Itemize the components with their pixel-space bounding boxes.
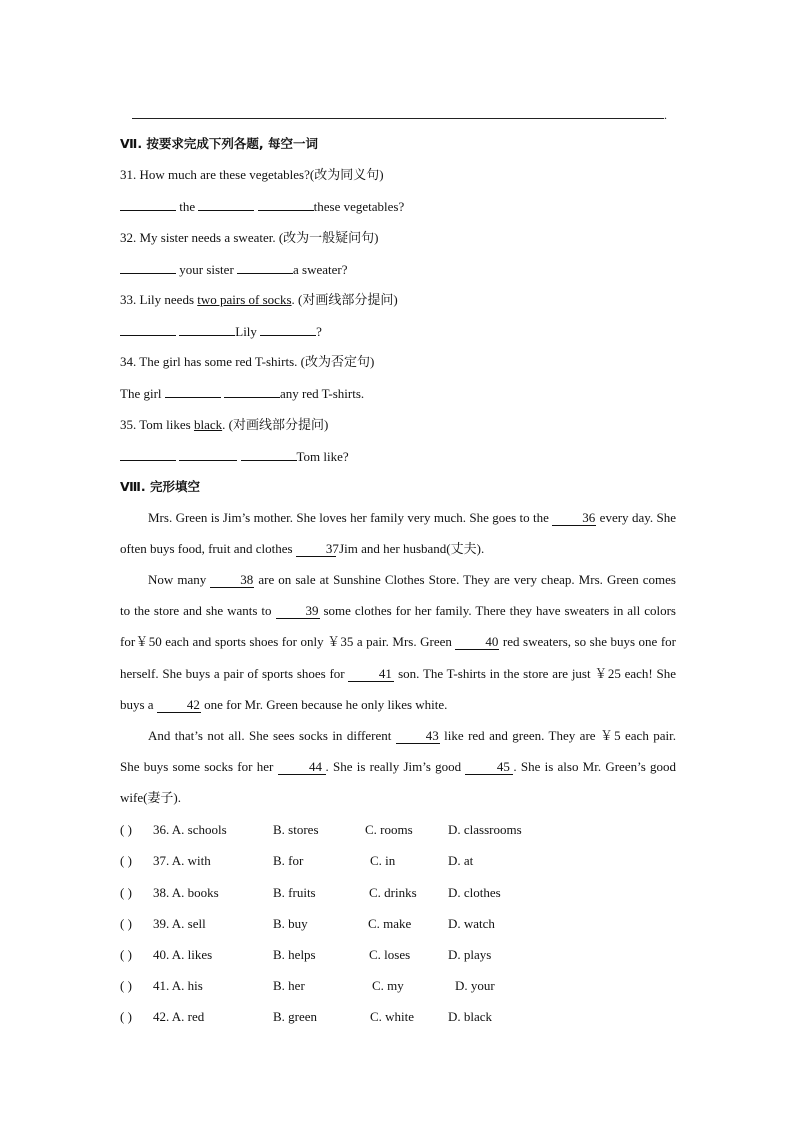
q34-answer-row [120, 385, 364, 402]
answer-parentheses[interactable]: ( ) [120, 1009, 132, 1024]
prompt-text: 33. Lily needs [120, 292, 198, 307]
cloze-paragraph-2: Now many 38 are on sale at Sunshine Clothes Store. They are very cheap. Mrs. Green comes to the store and she wants to 39 some clothes for her family. There they have sweaters in all colors for￥50 each and sports shoes for only ￥35 a pair. Mrs. Green 40 red sweaters, so she buys one for herself. She buys a pair of sports shoes for 41 son. The T-shirts in the store are just ￥25 each! She buys a 42 one for Mr. Green because he only likes white. [120, 572, 677, 712]
answer-word: your sister [179, 262, 234, 277]
answer-blank[interactable] [241, 448, 297, 461]
option-c[interactable]: C. in [370, 853, 396, 868]
cloze-blank-43[interactable]: 43 [396, 729, 440, 744]
option-b[interactable]: B. her [273, 978, 305, 993]
answer-parentheses[interactable]: ( ) [120, 916, 132, 931]
option-d[interactable]: D. watch [448, 916, 495, 931]
option-b[interactable]: B. buy [273, 916, 308, 931]
answer-blank[interactable] [258, 198, 314, 211]
prompt-text: 35. Tom likes [120, 417, 194, 432]
option-a[interactable]: 42. A. red [153, 1009, 205, 1024]
q32-answer-row [120, 261, 348, 278]
option-d[interactable]: D. classrooms [448, 822, 522, 837]
answer-parentheses[interactable]: ( ) [120, 822, 132, 837]
option-d[interactable]: D. plays [448, 947, 492, 962]
option-b[interactable]: B. green [273, 1009, 318, 1024]
answer-blank[interactable] [165, 385, 221, 398]
option-a[interactable]: 38. A. books [153, 885, 219, 900]
option-c[interactable]: C. drinks [369, 885, 417, 900]
option-b[interactable]: B. helps [273, 947, 316, 962]
option-a[interactable]: 40. A. likes [153, 947, 213, 962]
option-a[interactable]: 41. A. his [153, 978, 203, 993]
answer-blank[interactable] [120, 323, 176, 336]
option-a[interactable]: 39. A. sell [153, 916, 206, 931]
answer-word: The girl [120, 386, 162, 401]
cloze-blank-36[interactable]: 36 [552, 511, 596, 526]
q31-prompt: 31. How much are these vegetables?(改为同义句) [120, 167, 384, 182]
answer-word: Tom like? [296, 449, 349, 464]
option-c[interactable]: C. make [368, 916, 412, 931]
q35-answer-row [120, 448, 349, 465]
cloze-blank-44[interactable]: 44 [278, 760, 326, 775]
option-d[interactable]: D. black [448, 1009, 493, 1024]
answer-blank[interactable] [260, 323, 316, 336]
answer-parentheses[interactable]: ( ) [120, 947, 132, 962]
q31-answer-row [120, 198, 404, 215]
cloze-blank-45[interactable]: 45 [465, 760, 513, 775]
option-a[interactable]: 37. A. with [153, 853, 211, 868]
q33-prompt [120, 292, 398, 308]
answer-blank[interactable] [179, 323, 235, 336]
answer-blank[interactable] [224, 385, 280, 398]
cloze-blank-37[interactable]: 37 [296, 542, 336, 557]
option-c[interactable]: C. rooms [365, 822, 413, 837]
option-d[interactable]: D. at [448, 853, 474, 868]
cloze-blank-42[interactable]: 42 [157, 698, 201, 713]
cloze-blank-38[interactable]: 38 [210, 573, 254, 588]
option-a[interactable]: 36. A. schools [153, 822, 227, 837]
q34-prompt: 34. The girl has some red T-shirts. (改为否定句) [120, 354, 375, 369]
answer-word: a sweater? [293, 262, 348, 277]
cloze-blank-39[interactable]: 39 [276, 604, 320, 619]
option-c[interactable]: C. loses [369, 947, 411, 962]
answer-blank[interactable] [198, 198, 254, 211]
answer-parentheses[interactable]: ( ) [120, 853, 132, 868]
answer-line [132, 118, 664, 119]
prompt-text: . (对画线部分提问) [291, 292, 398, 307]
cloze-paragraph-1: Mrs. Green is Jim’s mother. She loves her family very much. She goes to the 36 every day. She often buys food, fruit and clothes 37 Jim and her husband(丈夫). [120, 510, 677, 557]
option-b[interactable]: B. fruits [273, 885, 316, 900]
answer-word: the [179, 199, 196, 214]
section-7-heading: Ⅶ. 按要求完成下列各题, 每空一词 [120, 136, 319, 151]
answer-blank[interactable] [120, 448, 176, 461]
answer-word: ? [316, 324, 322, 339]
answer-word: these vegetables? [313, 199, 405, 214]
answer-parentheses[interactable]: ( ) [120, 978, 132, 993]
option-d[interactable]: D. your [455, 978, 495, 993]
answer-word: any red T-shirts. [280, 386, 365, 401]
underlined-word: black [193, 417, 223, 432]
cloze-blank-40[interactable]: 40 [455, 635, 499, 650]
cloze-paragraph-3: And that’s not all. She sees socks in different 43 like red and green. They are ￥5 each pair. She buys some socks for her 44 . She is really Jim’s good 45 . She is also Mr. Green’s good wife(妻子). [120, 728, 676, 806]
option-d[interactable]: D. clothes [448, 885, 501, 900]
answer-blank[interactable] [179, 448, 237, 461]
underlined-phrase: two pairs of socks [197, 292, 292, 307]
prompt-text: . (对画线部分提问) [222, 417, 329, 432]
answer-parentheses[interactable]: ( ) [120, 885, 132, 900]
period-mark: . [664, 108, 667, 122]
option-c[interactable]: C. white [370, 1009, 415, 1024]
cloze-blank-41[interactable]: 41 [348, 667, 394, 682]
option-b[interactable]: B. stores [273, 822, 319, 837]
q33-answer-row [120, 323, 322, 340]
option-c[interactable]: C. my [372, 978, 404, 993]
answer-blank[interactable] [120, 261, 176, 274]
option-b[interactable]: B. for [273, 853, 304, 868]
answer-word: Lily [235, 324, 257, 339]
section-8-heading: Ⅷ. 完形填空 [120, 479, 201, 494]
q35-prompt [120, 417, 328, 433]
answer-blank[interactable] [120, 198, 176, 211]
answer-blank[interactable] [237, 261, 293, 274]
q32-prompt: 32. My sister needs a sweater. (改为一般疑问句) [120, 230, 379, 245]
